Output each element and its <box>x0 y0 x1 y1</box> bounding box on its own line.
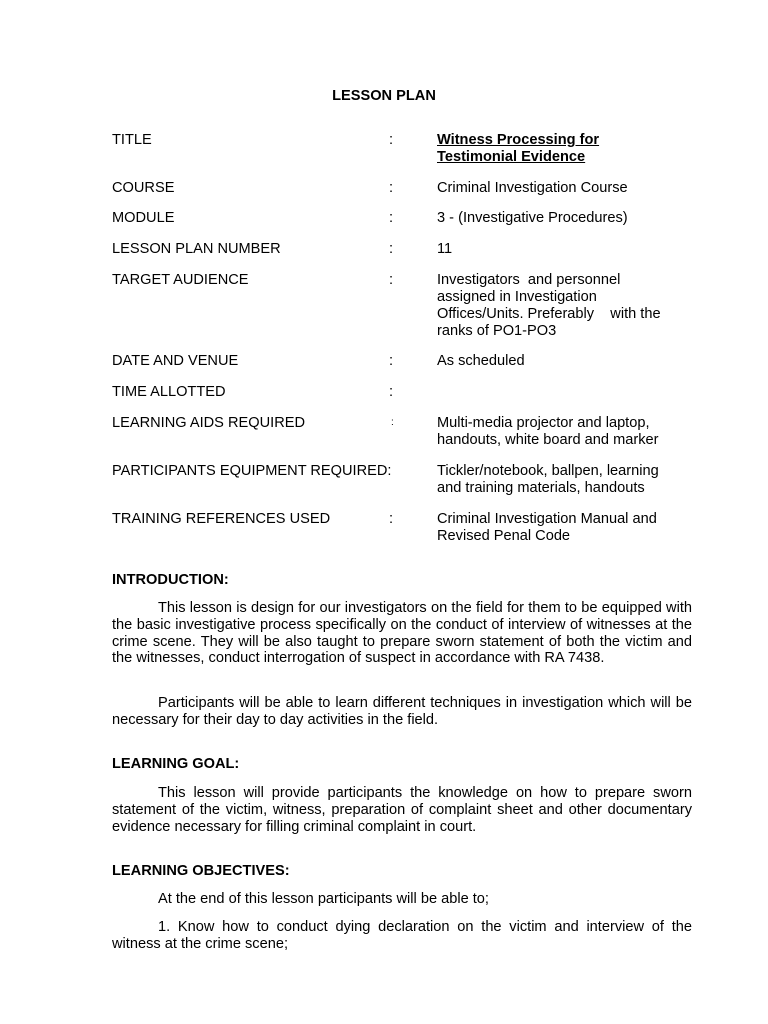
field-value-target-audience-line2: assigned in Investigation <box>437 289 597 305</box>
field-label-date-venue: DATE AND VENUE <box>112 353 239 369</box>
field-colon-lesson-plan-number: : <box>389 241 394 257</box>
field-colon-learning-aids: : <box>391 417 394 428</box>
field-colon-target-audience: : <box>389 272 394 288</box>
field-label-participants-equipment: PARTICIPANTS EQUIPMENT REQUIRED: <box>112 463 392 479</box>
introduction-paragraph-1: This lesson is design for our investigators on the field for them to be equipped with the basic investigative process specifically on the conduct of interview of witnesses at the crime scene. They will be also taught to prepare sworn statement of both the victim and the witnesses, conduct interrogation of suspect in accordance with RA 7438. <box>112 600 692 667</box>
field-value-learning-aids-line2: handouts, white board and marker <box>437 432 659 448</box>
field-label-time-allotted: TIME ALLOTTED <box>112 384 226 400</box>
field-colon-date-venue: : <box>389 353 394 369</box>
field-colon-course: : <box>389 180 394 196</box>
learning-objectives-heading: LEARNING OBJECTIVES: <box>112 863 290 879</box>
introduction-paragraph-2: Participants will be able to learn different techniques in investigation which will be necessary for their day to day activities in the field. <box>112 695 692 728</box>
field-value-target-audience-line3: Offices/Units. Preferably with the <box>437 306 661 322</box>
field-value-training-references-line2: Revised Penal Code <box>437 528 571 544</box>
field-value-training-references-line1: Criminal Investigation Manual and <box>437 511 657 527</box>
field-label-title: TITLE <box>112 132 152 148</box>
field-value-target-audience-line1: Investigators and personnel <box>437 272 621 288</box>
field-value-learning-aids-line1: Multi-media projector and laptop, <box>437 415 650 431</box>
field-value-date-venue: As scheduled <box>437 353 525 369</box>
field-value-participants-equipment-line1: Tickler/notebook, ballpen, learning <box>437 463 659 479</box>
field-colon-module: : <box>389 210 394 226</box>
learning-goal-paragraph: This lesson will provide participants the knowledge on how to prepare sworn statement of the victim, witness, preparation of complaint sheet and other documentary evidence necessary for filling criminal complaint in court. <box>112 785 692 835</box>
field-label-module: MODULE <box>112 210 175 226</box>
field-value-lesson-plan-number: 11 <box>437 241 453 257</box>
document-title: LESSON PLAN <box>332 88 436 104</box>
learning-objectives-intro: At the end of this lesson participants will be able to; <box>158 891 489 907</box>
learning-goal-heading: LEARNING GOAL: <box>112 756 240 772</box>
field-label-target-audience: TARGET AUDIENCE <box>112 272 249 288</box>
field-colon-training-references: : <box>389 511 394 527</box>
learning-objective-item: 1. Know how to conduct dying declaration on the victim and interview of the witness at the crime scene; <box>112 919 692 952</box>
field-value-participants-equipment-line2: and training materials, handouts <box>437 480 645 496</box>
field-label-course: COURSE <box>112 180 175 196</box>
field-value-course: Criminal Investigation Course <box>437 180 628 196</box>
field-label-learning-aids: LEARNING AIDS REQUIRED <box>112 415 306 431</box>
field-value-target-audience-line4: ranks of PO1-PO3 <box>437 323 557 339</box>
field-value-title-line2: Testimonial Evidence <box>437 149 586 165</box>
field-colon-time-allotted: : <box>389 384 394 400</box>
field-value-title-line1: Witness Processing for <box>437 132 600 148</box>
field-label-lesson-plan-number: LESSON PLAN NUMBER <box>112 241 281 257</box>
field-colon-title: : <box>389 132 394 148</box>
field-value-module: 3 - (Investigative Procedures) <box>437 210 628 226</box>
field-label-training-references: TRAINING REFERENCES USED <box>112 511 331 527</box>
introduction-heading: INTRODUCTION: <box>112 572 229 588</box>
